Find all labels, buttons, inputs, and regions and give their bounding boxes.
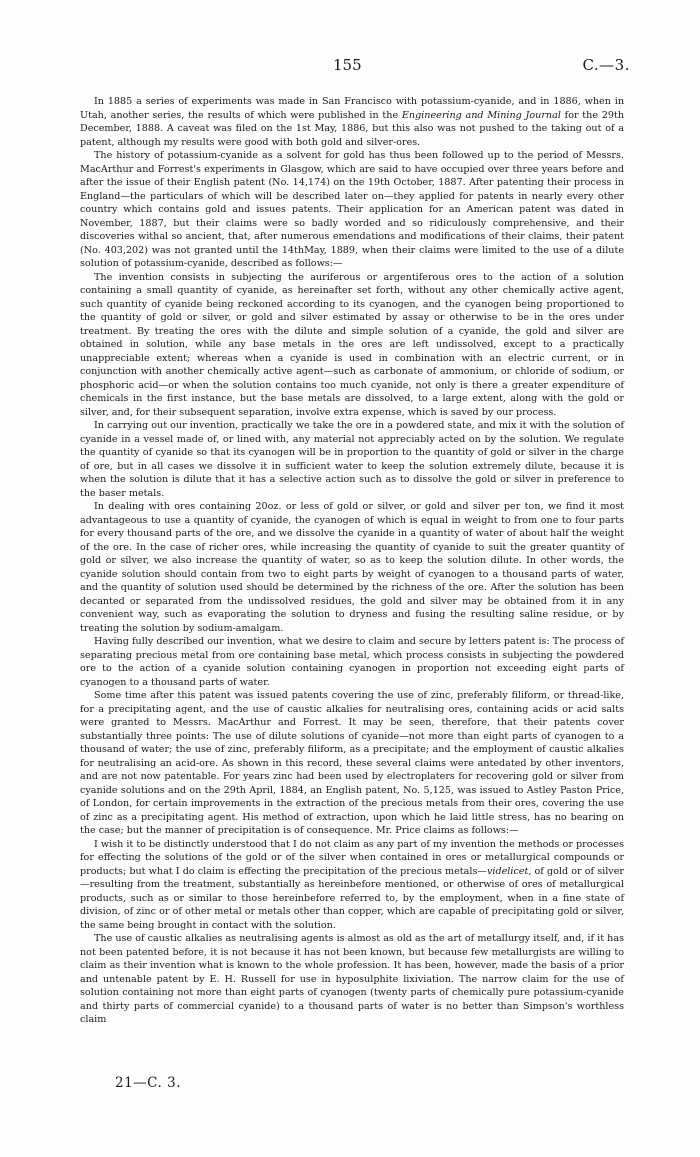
paragraph-8-text-a: I wish it to be distinctly understood that I do not claim as any part of my invention the methods or processes for effecting the solutions of the gold or of the silver when contained in ores or metallurgical compounds or products; but what I do claim is effecting the precipitation of the precious metals—: [80, 838, 624, 877]
paragraph-1-text-a: In 1885 a series of experiments was made in San Francisco with potassium-cyanide, and in 1886, when in Utah, another series, the results of which were published in the: [80, 96, 624, 121]
videlicet-italic: videlicet,: [486, 865, 532, 877]
page-header: [0, 56, 700, 78]
paragraph-2: The history of potassium-cyanide as a solvent for gold has thus been followed up to the period of Messrs. MacArthur and Forrest's experiments in Glasgow, which are said to have occupied over three years before and after the issue of their English patent (No. 14,174) on the 19th October, 1887. After patenting their process in England—the particulars of which will be described later on—they applied for patents in nearly every other country which contains gold and issues patents. Their application for an American patent was dated in November, 1887, but their claims were so badly worded and so ridiculously comprehensive, and their discoveries withal so ancient, that, after numerous emendations and modifications of their claims, their patent (No. 403,202) was not granted until the 14thMay, 1889, when their claims were limited to the use of a dilute solution of potassium-cyanide, described as follows:—: [80, 150, 624, 269]
paragraph-6: Having fully described our invention, what we desire to claim and secure by letters patent is: The process of separating precious metal from ore containing base metal, which process consists in subjecting the powdered ore to the action of a cyanide solution containing cyanogen in proportion not exceeding eight parts of cyanogen to a thousand parts of water.: [80, 636, 624, 688]
paragraph-5: In dealing with ores containing 20oz. or less of gold or silver, or gold and silver per ton, we find it most advantageous to use a quantity of cyanide, the cyanogen of which is equal in weight to from one to four parts for every thousand parts of the ore, and we dissolve the cyanide in a quantity of water of about half the weight of the ore. In the case of richer ores, while increasing the quantity of cyanide to suit the greater quantity of gold or silver, we also increase the quantity of water, so as to keep the solution dilute. In other words, the cyanide solution should contain from two to eight parts by weight of cyanogen to a thousand parts of water, and the quantity of solution used should be determined by the richness of the ore. After the solution has been decanted or separated from the undissolved residues, the gold and silver may be obtained from it in any convenient way, such as evaporating the solution to dryness and fusing the resulting saline residue, or by treating the solution by sodium-amalgam.: [80, 501, 624, 634]
paragraph-4: In carrying out our invention, practically we take the ore in a powdered state, and mix it with the solution of cyanide in a vessel made of, or lined with, any material not appreciably acted on by the solution. We regulate the quantity of cyanide so that its cyanogen will be in proportion to the quantity of gold or silver in the charge of ore, but in all cases we dissolve it in sufficient water to keep the solution extremely dilute, because it is when the solution is dilute that it has a selective action such as to dissolve the gold or silver in preference to the baser metals.: [80, 420, 624, 499]
paragraph-1: [80, 95, 624, 149]
signature-mark: 21—C. 3.: [115, 1075, 181, 1091]
body-text: [80, 95, 624, 1027]
paragraph-8-text-b: of gold or of silver—resulting from the treatment, substantially as hereinbefore mentioned, or otherwise of ores of metallurgical products, such as or similar to those hereinbefore referred to, by the employment, when in a fine state of division, of zinc or of other metal or metals other than copper, which are capable of precipitating gold or silver, the same being brought in contact with the solution.: [80, 865, 624, 931]
paragraph-3: The invention consists in subjecting the auriferous or argentiferous ores to the action of a solution containing a small quantity of cyanide, as hereinafter set forth, without any other chemically active agent, such quantity of cyanide being reckoned according to its cyanogen, and the cyanogen being proportioned to the quantity of gold or silver, or gold and silver estimated by assay or otherwise to be in the ores under treatment. By treating the ores with the dilute and simple solution of a cyanide, the gold and silver are obtained in solution, while any base metals in the ores are left undissolved, except to a practically unappreciable extent; whereas when a cyanide is used in combination with an electric current, or in conjunction with another chemically active agent—such as carbonate of ammonium, or chloride of sodium, or phosphoric acid—or when the solution contains too much cyanide, not only is there a greater expenditure of chemicals in the first instance, but the base metals are dissolved, to a large extent, along with the gold or silver, and, for their subsequent separation, involve extra expense, which is saved by our process.: [80, 271, 624, 418]
journal-title: Engineering and Mining Journal: [401, 109, 561, 121]
paragraph-7: Some time after this patent was issued patents covering the use of zinc, preferably filiform, or thread-like, for a precipitating agent, and the use of caustic alkalies for neutralising ores, containing acids or acid salts were granted to Messrs. MacArthur and Forrest. It may be seen, therefore, that their patents cover substantially three points: The use of dilute solutions of cyanide—not more than eight parts of cyanogen to a thousand of water; the use of zinc, preferably filiform, as a precipitate; and the employment of caustic alkalies for neutralising an acid-ore. As shown in this record, these several claims were antedated by other inventors, and are not now patentable. For years zinc had been used by electroplaters for recovering gold or silver from cyanide solutions and on the 29th April, 1884, an English patent, No. 5,125, was issued to Astley Paston Price, of London, for certain improvements in the extraction of the precious metals from their ores, covering the use of zinc as a precipitating agent. His method of extraction, upon which he laid little stress, has no bearing on the case; but the manner of precipitation is of consequence. Mr. Price claims as follows:—: [80, 690, 624, 836]
document-reference: C.—3.: [582, 56, 630, 74]
paragraph-9: The use of caustic alkalies as neutralising agents is almost as old as the art of metallurgy itself, and, if it has not been patented before, it is not because it has not been known, but because few metallurgists are willing to claim as their invention what is known to the whole profession. It has been, however, made the basis of a prior and untenable patent by E. H. Russell for use in hyposulphite lixiviation. The narrow claim for the use of solution containing not more than eight parts of cyanogen (twenty parts of chemically pure potassium-cyanide and thirty parts of commercial cyanide) to a thousand parts of water is no better than Simpson's worthless claim: [80, 933, 624, 1025]
paragraph-8: [80, 838, 624, 933]
paragraph-1-text-b: for the 29th December, 1888. A caveat was filed on the 1st May, 1886, but this also was not pushed to the taking out of a patent, although my results were good with both gold and silver-ores.: [80, 109, 624, 148]
page-number: 155: [333, 56, 362, 74]
